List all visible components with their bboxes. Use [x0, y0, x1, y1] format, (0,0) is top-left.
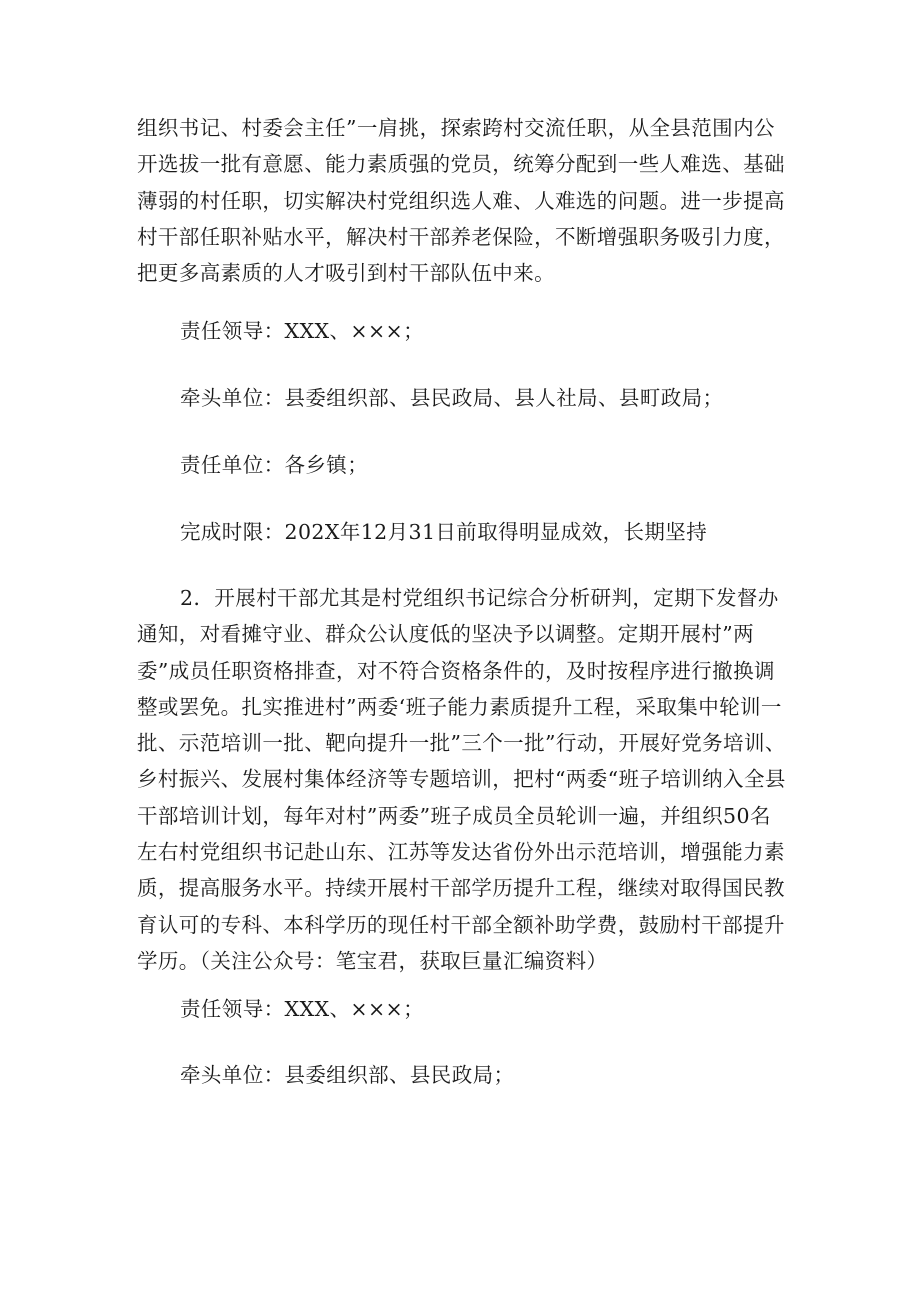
responsible-leader-line: 责任领导：XXX、×××；	[180, 319, 425, 343]
lead-unit-line: 牵头单位：县委组织部、县民政局、县人社局、县町政局；	[180, 386, 724, 410]
responsible-leader-line: 责任领导：XXX、×××；	[180, 997, 425, 1021]
deadline-line: 完成时限：202X年12月31日前取得明显成效，长期坚持	[180, 520, 708, 544]
numbered-paragraph: 2．开展村干部尤其是村党组织书记综合分析研判，定期下发督办通知，对看摊守业、群众公认度低的坚决予以调整。定期开展村”两委”成员任职资格排查，对不符合资格条件的，及时按程序进行撤换调整或罢免。扎实推进村”两委‘班子能力素质提升工程，采取集中轮训一批、示范培训一批、靶向提升一批”三个一批”行动，开展好党务培训、乡村振兴、发展村集体经济等专题培训，把村“两委“班子培训纳入全县干部培训计划，每年对村”两委”班子成员全员轮训一遍，并组织50名左右村党组织书记赴山东、江苏等发达省份外出示范培训，增强能力素质，提高服务水平。持续开展村干部学历提升工程，继续对取得国民教育认可的专科、本科学历的现任村干部全额补助学费，鼓励村干部提升学历。（关注公众号：笔宝君，获取巨量汇编资料）	[137, 586, 786, 973]
responsible-unit-line: 责任单位：各乡镇；	[180, 453, 369, 477]
body-paragraph: 组织书记、村委会主任”一肩挑，探索跨村交流任职，从全县范围内公开选拔一批有意愿、能力素质强的党员，统筹分配到一些人难选、基础薄弱的村任职，切实解决村党组织选人难、人难选的问题。进一步提高村干部任职补贴水平，解决村干部养老保险，不断增强职务吸引力度，把更多高素质的人才吸引到村干部队伍中来。	[137, 116, 785, 286]
lead-unit-line: 牵头单位：县委组织部、县民政局；	[180, 1063, 515, 1087]
